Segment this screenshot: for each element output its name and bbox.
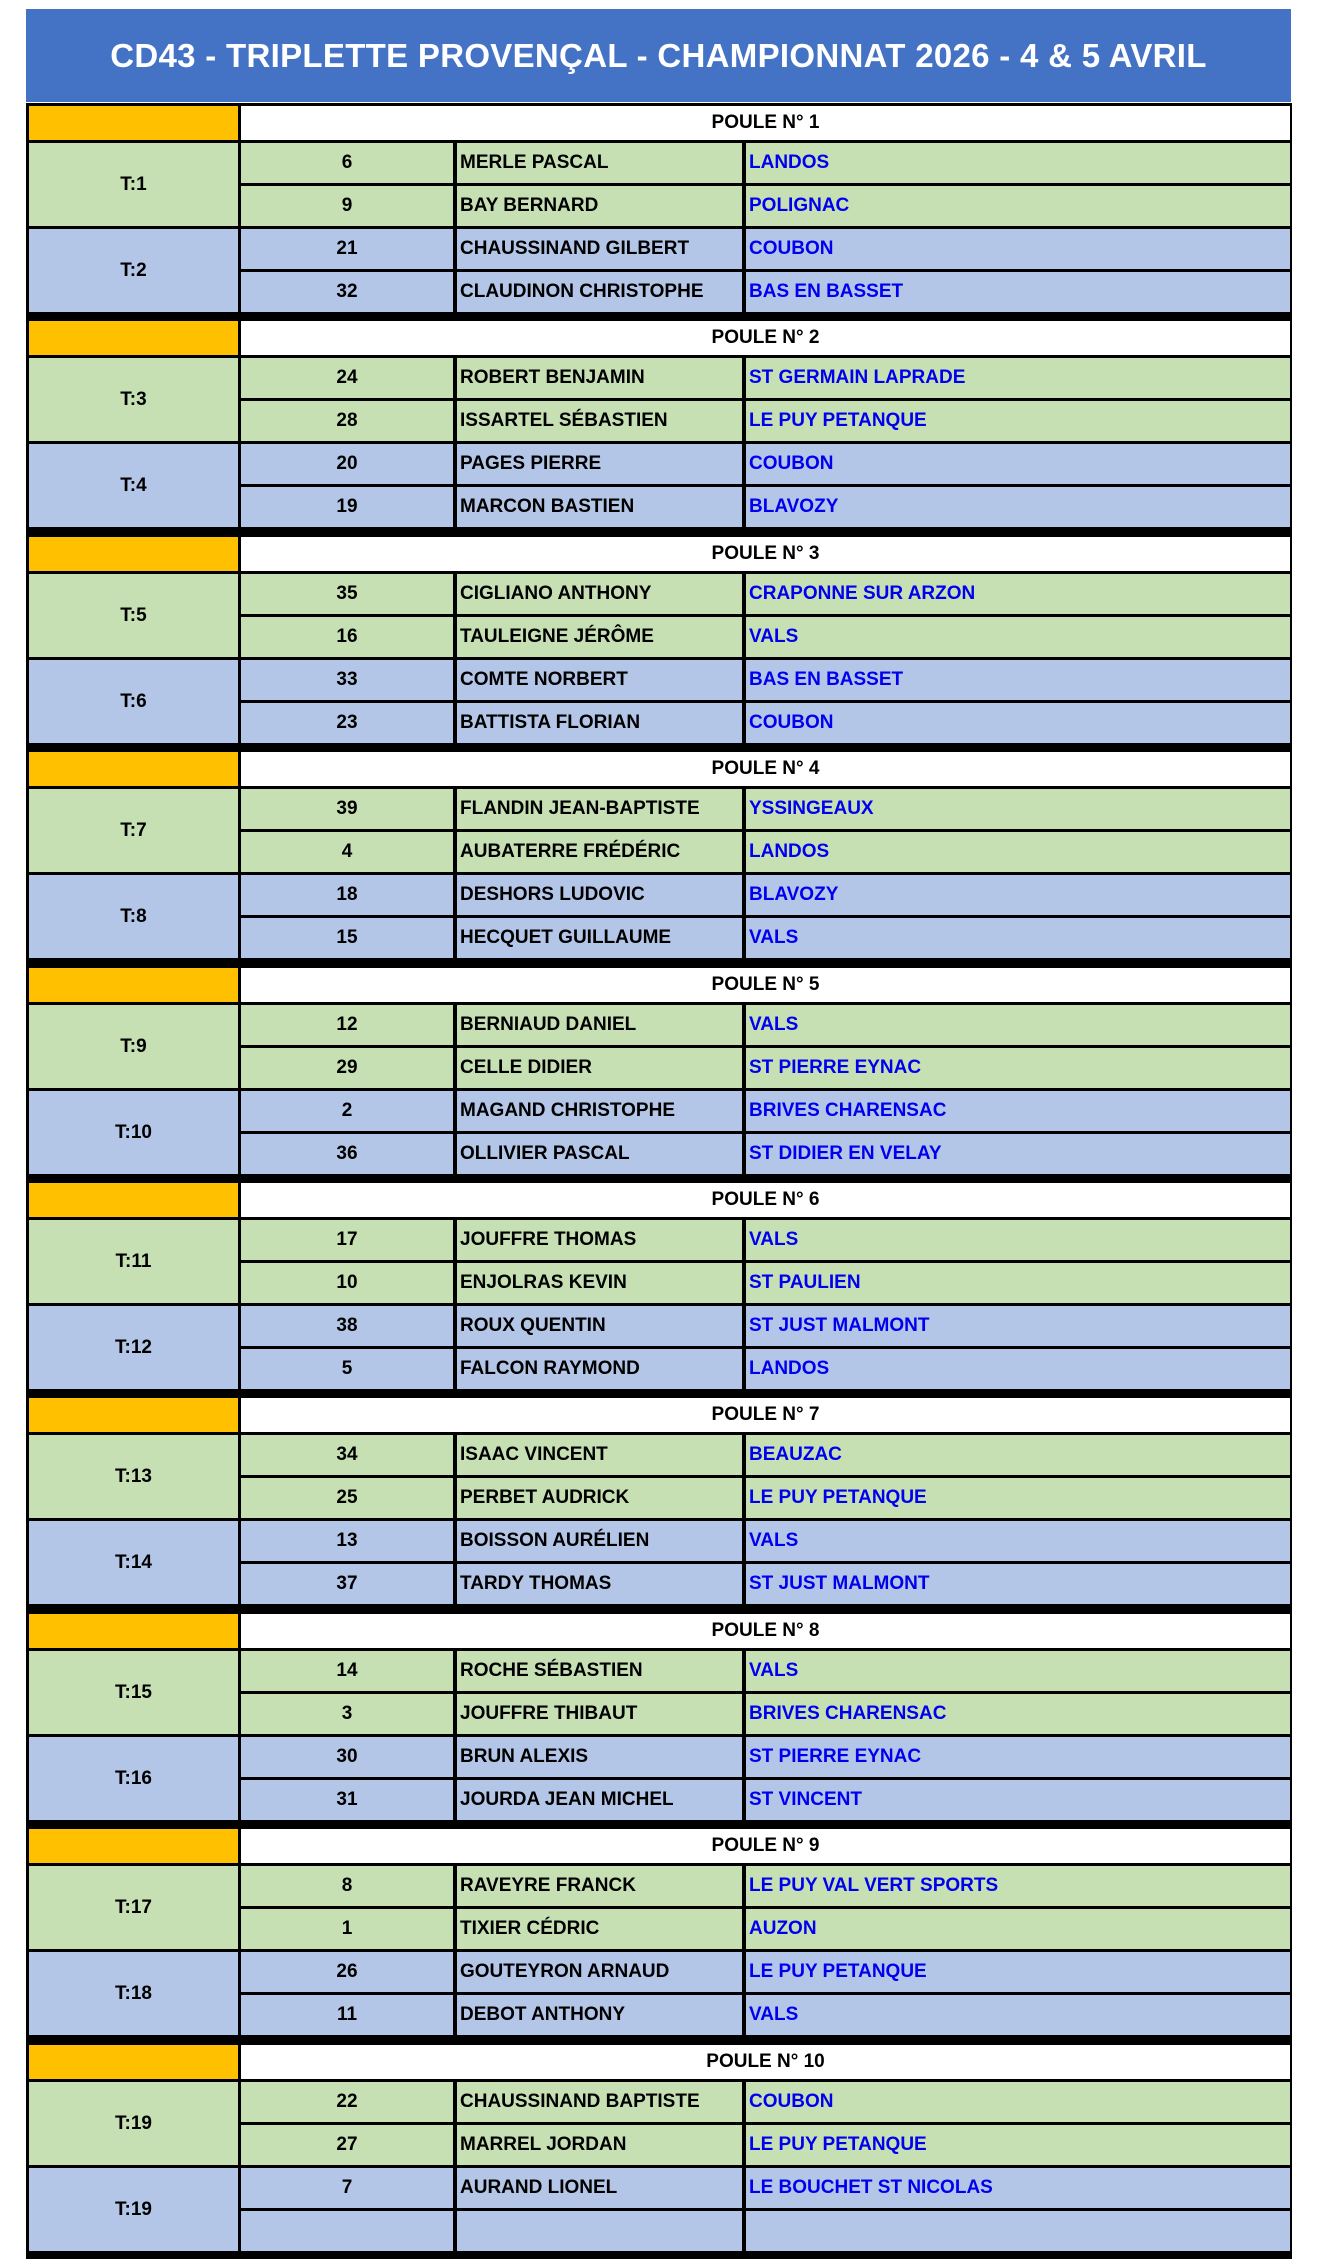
- player-number: 33: [241, 660, 453, 700]
- player-number: 5: [241, 1349, 453, 1389]
- player-name: [457, 2211, 742, 2251]
- player-name: RAVEYRE FRANCK: [457, 1866, 742, 1906]
- poule-label: POULE N° 7: [241, 1398, 1290, 1432]
- player-number: 31: [241, 1780, 453, 1820]
- team-label: T:19: [29, 2082, 238, 2165]
- player-number: 13: [241, 1521, 453, 1561]
- player-name: BAY BERNARD: [457, 186, 742, 226]
- player-name: CLAUDINON CHRISTOPHE: [457, 272, 742, 312]
- player-number: 28: [241, 401, 453, 441]
- player-club: COUBON: [746, 444, 1290, 484]
- player-club: VALS: [746, 1651, 1290, 1691]
- player-club: POLIGNAC: [746, 186, 1290, 226]
- player-name: MERLE PASCAL: [457, 143, 742, 183]
- player-club: BLAVOZY: [746, 487, 1290, 527]
- player-name: ISAAC VINCENT: [457, 1435, 742, 1475]
- player-number: 36: [241, 1134, 453, 1174]
- team-label: T:9: [29, 1005, 238, 1088]
- player-name: AURAND LIONEL: [457, 2168, 742, 2208]
- player-club: ST PIERRE EYNAC: [746, 1048, 1290, 1088]
- player-club: LE BOUCHET ST NICOLAS: [746, 2168, 1290, 2208]
- player-number: 35: [241, 574, 453, 614]
- player-club: [746, 2211, 1290, 2251]
- player-name: PAGES PIERRE: [457, 444, 742, 484]
- player-club: VALS: [746, 918, 1290, 958]
- player-number: 15: [241, 918, 453, 958]
- player-number: 2: [241, 1091, 453, 1131]
- team-label: T:12: [29, 1306, 238, 1389]
- player-name: MARREL JORDAN: [457, 2125, 742, 2165]
- team-label: T:18: [29, 1952, 238, 2035]
- team-label: T:19: [29, 2168, 238, 2251]
- player-club: ST JUST MALMONT: [746, 1306, 1290, 1346]
- team-label: T:7: [29, 789, 238, 872]
- player-name: FLANDIN JEAN-BAPTISTE: [457, 789, 742, 829]
- player-name: ROBERT BENJAMIN: [457, 358, 742, 398]
- player-name: AUBATERRE FRÉDÉRIC: [457, 832, 742, 872]
- player-club: VALS: [746, 1995, 1290, 2035]
- player-number: 38: [241, 1306, 453, 1346]
- poule-label: POULE N° 9: [241, 1829, 1290, 1863]
- player-club: VALS: [746, 617, 1290, 657]
- player-club: LANDOS: [746, 832, 1290, 872]
- player-number: 18: [241, 875, 453, 915]
- player-club: LANDOS: [746, 143, 1290, 183]
- player-club: ST PIERRE EYNAC: [746, 1737, 1290, 1777]
- player-number: 26: [241, 1952, 453, 1992]
- team-label: T:6: [29, 660, 238, 743]
- player-name: CHAUSSINAND GILBERT: [457, 229, 742, 269]
- player-number: 10: [241, 1263, 453, 1303]
- player-club: LE PUY PETANQUE: [746, 401, 1290, 441]
- poule-marker: [29, 1614, 238, 1648]
- player-name: MARCON BASTIEN: [457, 487, 742, 527]
- poule-label: POULE N° 2: [241, 321, 1290, 355]
- player-club: ST VINCENT: [746, 1780, 1290, 1820]
- player-number: 34: [241, 1435, 453, 1475]
- player-club: VALS: [746, 1521, 1290, 1561]
- player-number: 25: [241, 1478, 453, 1518]
- player-club: ST DIDIER EN VELAY: [746, 1134, 1290, 1174]
- poule-marker: [29, 537, 238, 571]
- poule-marker: [29, 321, 238, 355]
- player-number: [241, 2211, 453, 2251]
- player-club: COUBON: [746, 2082, 1290, 2122]
- team-label: T:13: [29, 1435, 238, 1518]
- player-number: 3: [241, 1694, 453, 1734]
- player-name: CELLE DIDIER: [457, 1048, 742, 1088]
- player-number: 23: [241, 703, 453, 743]
- poule-marker: [29, 106, 238, 140]
- poule-marker: [29, 752, 238, 786]
- player-club: BAS EN BASSET: [746, 272, 1290, 312]
- player-name: JOUFFRE THIBAUT: [457, 1694, 742, 1734]
- player-club: CRAPONNE SUR ARZON: [746, 574, 1290, 614]
- player-number: 4: [241, 832, 453, 872]
- player-name: BOISSON AURÉLIEN: [457, 1521, 742, 1561]
- player-name: ISSARTEL SÉBASTIEN: [457, 401, 742, 441]
- page-title: CD43 - TRIPLETTE PROVENÇAL - CHAMPIONNAT 2026 - 4 & 5 AVRIL: [26, 9, 1291, 102]
- player-number: 17: [241, 1220, 453, 1260]
- player-name: ROUX QUENTIN: [457, 1306, 742, 1346]
- team-label: T:11: [29, 1220, 238, 1303]
- player-number: 30: [241, 1737, 453, 1777]
- poule-label: POULE N° 5: [241, 968, 1290, 1002]
- player-name: DEBOT ANTHONY: [457, 1995, 742, 2035]
- player-club: COUBON: [746, 229, 1290, 269]
- player-club: LE PUY PETANQUE: [746, 1952, 1290, 1992]
- player-club: LE PUY PETANQUE: [746, 1478, 1290, 1518]
- player-number: 24: [241, 358, 453, 398]
- team-label: T:4: [29, 444, 238, 527]
- poule-label: POULE N° 3: [241, 537, 1290, 571]
- player-club: BEAUZAC: [746, 1435, 1290, 1475]
- player-club: LANDOS: [746, 1349, 1290, 1389]
- team-label: T:15: [29, 1651, 238, 1734]
- player-club: BRIVES CHARENSAC: [746, 1091, 1290, 1131]
- player-name: CIGLIANO ANTHONY: [457, 574, 742, 614]
- player-name: BERNIAUD DANIEL: [457, 1005, 742, 1045]
- player-club: YSSINGEAUX: [746, 789, 1290, 829]
- team-label: T:5: [29, 574, 238, 657]
- player-name: JOUFFRE THOMAS: [457, 1220, 742, 1260]
- poule-label: POULE N° 1: [241, 106, 1290, 140]
- player-number: 20: [241, 444, 453, 484]
- poule-marker: [29, 1829, 238, 1863]
- team-label: T:8: [29, 875, 238, 958]
- player-name: BATTISTA FLORIAN: [457, 703, 742, 743]
- player-club: LE PUY PETANQUE: [746, 2125, 1290, 2165]
- poule-marker: [29, 1398, 238, 1432]
- player-number: 22: [241, 2082, 453, 2122]
- player-club: COUBON: [746, 703, 1290, 743]
- poule-label: POULE N° 10: [241, 2045, 1290, 2079]
- team-label: T:3: [29, 358, 238, 441]
- player-number: 27: [241, 2125, 453, 2165]
- player-number: 9: [241, 186, 453, 226]
- player-number: 11: [241, 1995, 453, 2035]
- player-number: 16: [241, 617, 453, 657]
- team-label: T:16: [29, 1737, 238, 1820]
- player-club: ST GERMAIN LAPRADE: [746, 358, 1290, 398]
- player-club: ST JUST MALMONT: [746, 1564, 1290, 1604]
- team-label: T:2: [29, 229, 238, 312]
- team-label: T:10: [29, 1091, 238, 1174]
- player-name: HECQUET GUILLAUME: [457, 918, 742, 958]
- player-club: LE PUY VAL VERT SPORTS: [746, 1866, 1290, 1906]
- player-name: PERBET AUDRICK: [457, 1478, 742, 1518]
- player-club: BRIVES CHARENSAC: [746, 1694, 1290, 1734]
- player-number: 12: [241, 1005, 453, 1045]
- player-name: FALCON RAYMOND: [457, 1349, 742, 1389]
- poule-label: POULE N° 8: [241, 1614, 1290, 1648]
- poule-marker: [29, 1183, 238, 1217]
- player-name: TAULEIGNE JÉRÔME: [457, 617, 742, 657]
- player-number: 14: [241, 1651, 453, 1691]
- player-name: ENJOLRAS KEVIN: [457, 1263, 742, 1303]
- player-name: GOUTEYRON ARNAUD: [457, 1952, 742, 1992]
- team-label: T:1: [29, 143, 238, 226]
- player-name: JOURDA JEAN MICHEL: [457, 1780, 742, 1820]
- player-name: TARDY THOMAS: [457, 1564, 742, 1604]
- player-number: 29: [241, 1048, 453, 1088]
- player-number: 19: [241, 487, 453, 527]
- player-number: 1: [241, 1909, 453, 1949]
- poule-label: POULE N° 4: [241, 752, 1290, 786]
- player-number: 6: [241, 143, 453, 183]
- player-number: 37: [241, 1564, 453, 1604]
- schedule-table: [26, 103, 1292, 2259]
- player-name: TIXIER CÉDRIC: [457, 1909, 742, 1949]
- player-name: ROCHE SÉBASTIEN: [457, 1651, 742, 1691]
- player-name: CHAUSSINAND BAPTISTE: [457, 2082, 742, 2122]
- poule-marker: [29, 968, 238, 1002]
- player-name: BRUN ALEXIS: [457, 1737, 742, 1777]
- player-name: COMTE NORBERT: [457, 660, 742, 700]
- poule-marker: [29, 2045, 238, 2079]
- player-name: DESHORS LUDOVIC: [457, 875, 742, 915]
- player-number: 39: [241, 789, 453, 829]
- poule-label: POULE N° 6: [241, 1183, 1290, 1217]
- player-club: VALS: [746, 1005, 1290, 1045]
- player-club: VALS: [746, 1220, 1290, 1260]
- player-name: MAGAND CHRISTOPHE: [457, 1091, 742, 1131]
- player-number: 7: [241, 2168, 453, 2208]
- player-club: BLAVOZY: [746, 875, 1290, 915]
- team-label: T:14: [29, 1521, 238, 1604]
- team-label: T:17: [29, 1866, 238, 1949]
- player-club: BAS EN BASSET: [746, 660, 1290, 700]
- player-number: 21: [241, 229, 453, 269]
- player-club: AUZON: [746, 1909, 1290, 1949]
- player-club: ST PAULIEN: [746, 1263, 1290, 1303]
- player-number: 32: [241, 272, 453, 312]
- player-name: OLLIVIER PASCAL: [457, 1134, 742, 1174]
- player-number: 8: [241, 1866, 453, 1906]
